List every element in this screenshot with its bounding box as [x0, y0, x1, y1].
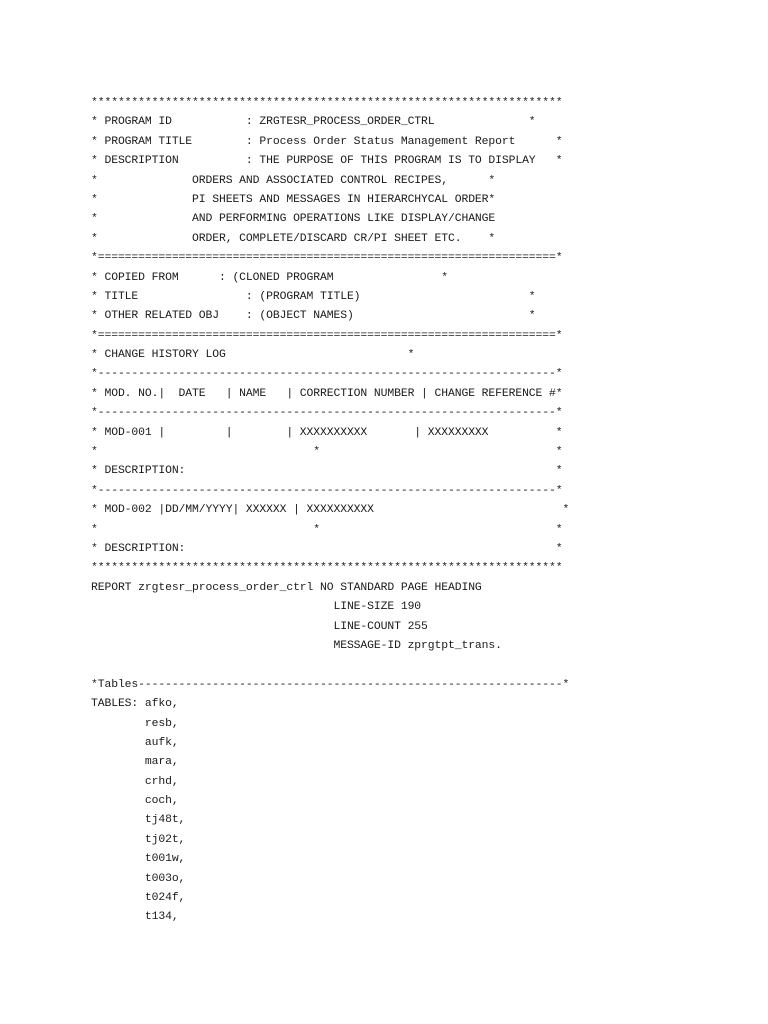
mod-002-description: * DESCRIPTION: * [91, 542, 563, 555]
table-entry: t134, [91, 911, 179, 924]
separator-dash-3: *--------------------------------------------------------------------* [91, 484, 563, 497]
separator-dash-2: *--------------------------------------------------------------------* [91, 407, 563, 420]
description-line-3: * PI SHEETS AND MESSAGES IN HIERARCHYCAL ORDER* [91, 193, 496, 206]
copied-from-line: * COPIED FROM : (CLONED PROGRAM * [91, 271, 448, 284]
blank-comment-row-2: * * * [91, 523, 563, 536]
table-entry: t001w, [91, 853, 186, 866]
blank-line [91, 656, 731, 675]
blank-comment-row-1: * * * [91, 446, 563, 459]
change-history-log-line: * CHANGE HISTORY LOG * [91, 349, 415, 362]
table-entry: t003o, [91, 872, 186, 885]
mod-002-row: * MOD-002 |DD/MM/YYYY| XXXXXX | XXXXXXXXXX * [91, 504, 570, 517]
table-entry: tj02t, [91, 833, 186, 846]
description-line-1: * DESCRIPTION : THE PURPOSE OF THIS PROGRAM IS TO DISPLAY * [91, 155, 563, 168]
header-border-bottom: ********************************************************************** [91, 562, 563, 575]
source-code-listing [91, 94, 731, 928]
mod-001-row: * MOD-001 | | | XXXXXXXXXX | XXXXXXXXX * [91, 426, 563, 439]
other-related-obj-line: * OTHER RELATED OBJ : (OBJECT NAMES) * [91, 310, 536, 323]
table-entry: tj48t, [91, 814, 186, 827]
table-entry: resb, [91, 717, 179, 730]
table-entry: coch, [91, 795, 179, 808]
report-line-size: LINE-SIZE 190 [91, 601, 422, 614]
separator-double-2: *====================================================================* [91, 329, 563, 342]
separator-double-1: *====================================================================* [91, 252, 563, 265]
change-table-header: * MOD. NO.| DATE | NAME | CORRECTION NUMBER | CHANGE REFERENCE #* [91, 387, 563, 400]
report-message-id: MESSAGE-ID zprgtpt_trans. [91, 639, 502, 652]
description-line-2: * ORDERS AND ASSOCIATED CONTROL RECIPES, * [91, 174, 496, 187]
report-line-count: LINE-COUNT 255 [91, 620, 428, 633]
report-statement: REPORT zrgtesr_process_order_ctrl NO STANDARD PAGE HEADING [91, 581, 482, 594]
tables-section-comment: *Tables---------------------------------------------------------------* [91, 678, 570, 691]
header-border-top: ********************************************************************** [91, 97, 563, 109]
table-entry: aufk, [91, 736, 179, 749]
mod-001-description: * DESCRIPTION: * [91, 465, 563, 478]
table-entry: t024f, [91, 892, 186, 905]
program-id-line: * PROGRAM ID : ZRGTESR_PROCESS_ORDER_CTRL * [91, 116, 536, 129]
description-line-5: * ORDER, COMPLETE/DISCARD CR/PI SHEET ETC. * [91, 232, 496, 245]
program-title-line: * PROGRAM TITLE : Process Order Status Management Report * [91, 135, 563, 148]
description-line-4: * AND PERFORMING OPERATIONS LIKE DISPLAY/CHANGE [91, 213, 496, 226]
table-entry: mara, [91, 756, 179, 769]
tables-statement: TABLES: afko, [91, 698, 179, 711]
table-entry: crhd, [91, 775, 179, 788]
separator-dash-1: *--------------------------------------------------------------------* [91, 368, 563, 381]
title-line: * TITLE : (PROGRAM TITLE) * [91, 290, 536, 303]
